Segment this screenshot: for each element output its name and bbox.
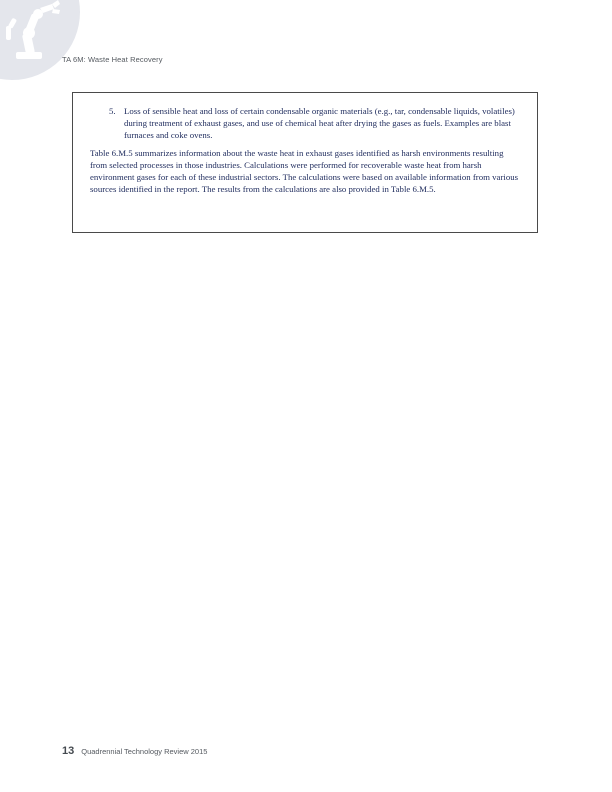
page-number: 13 (62, 745, 75, 757)
page-footer (62, 745, 207, 757)
text-box (72, 92, 538, 233)
publication-title: Quadrennial Technology Review 2015 (81, 747, 208, 756)
robot-arm-icon (0, 0, 82, 82)
list-item (90, 106, 519, 141)
running-header: TA 6M: Waste Heat Recovery (62, 55, 163, 64)
summary-paragraph: Table 6.M.5 summarizes information about the waste heat in exhaust gases identified as harsh environments resulting from selected processes in those industries. Calculations were performed for recoverable waste heat from harsh environment gases for each of these industrial sectors. The calculations were based on available information from various sources identified in the report. The results from the calculations are also provided in Table 6.M.5. (90, 148, 519, 194)
list-item-text: Loss of sensible heat and loss of certain condensable organic materials (e.g., tar, condensable liquids, volatiles) during treatment of exhaust gases, and use of chemical heat after drying the gases as fuels. Examples are blast furnaces and coke ovens. (124, 106, 515, 140)
list-item-number: 5. (109, 106, 116, 116)
